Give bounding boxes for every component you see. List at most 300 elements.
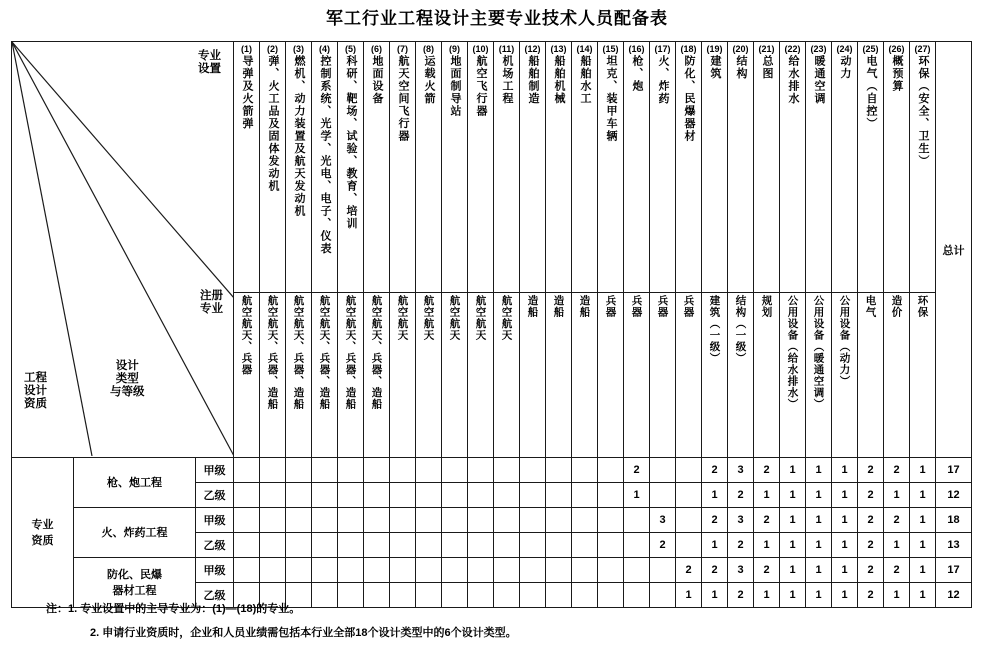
value-cell-g1-r1-c27: 1 bbox=[910, 458, 936, 483]
registered-specialty-col-10 bbox=[468, 293, 494, 458]
spec-header-col-3 bbox=[286, 42, 312, 293]
value-cell-g2-r2-c15 bbox=[598, 533, 624, 558]
value-cell-g3-r1-c2 bbox=[260, 558, 286, 583]
value-cell-g3-r2-c25: 2 bbox=[858, 583, 884, 608]
value-cell-g2-r2-c13 bbox=[546, 533, 572, 558]
spec-header-label-15: 坦克、装甲车辆 bbox=[605, 55, 617, 143]
value-cell-g3-r1-c17 bbox=[650, 558, 676, 583]
spec-header-number-24: (24) bbox=[836, 44, 853, 54]
value-cell-g1-r1-c16: 2 bbox=[624, 458, 650, 483]
registered-specialty-label-6: 航空航天、兵器、造船 bbox=[370, 295, 383, 410]
spec-header-col-6 bbox=[364, 42, 390, 293]
registered-specialty-col-25 bbox=[858, 293, 884, 458]
value-cell-g2-r2-c1 bbox=[234, 533, 260, 558]
spec-header-label-6: 地面设备 bbox=[371, 55, 383, 105]
value-cell-g2-r1-c13 bbox=[546, 508, 572, 533]
value-cell-g1-r2-c10 bbox=[468, 483, 494, 508]
value-cell-g3-r2-c24: 1 bbox=[832, 583, 858, 608]
value-cell-g1-r2-c4 bbox=[312, 483, 338, 508]
row-total-g3-r1: 17 bbox=[936, 558, 972, 583]
value-cell-g1-r1-c2 bbox=[260, 458, 286, 483]
value-cell-g3-r1-c10 bbox=[468, 558, 494, 583]
value-cell-g1-r1-c12 bbox=[520, 458, 546, 483]
value-cell-g2-r1-c3 bbox=[286, 508, 312, 533]
value-cell-g2-r2-c21: 1 bbox=[754, 533, 780, 558]
registered-specialty-label-26: 造价 bbox=[890, 295, 903, 318]
spec-header-col-11 bbox=[494, 42, 520, 293]
value-cell-g2-r2-c5 bbox=[338, 533, 364, 558]
registered-specialty-label-21: 规划 bbox=[760, 295, 773, 318]
value-cell-g3-r2-c26: 1 bbox=[884, 583, 910, 608]
value-cell-g3-r1-c9 bbox=[442, 558, 468, 583]
spec-header-col-4 bbox=[312, 42, 338, 293]
value-cell-g3-r1-c22: 1 bbox=[780, 558, 806, 583]
note-text-2: 2. 申请行业资质时，企业和人员业绩需包括本行业全部18个设计类型中的6个设计类型。 bbox=[90, 627, 517, 639]
registered-specialty-label-12: 造船 bbox=[526, 295, 539, 318]
value-cell-g2-r2-c4 bbox=[312, 533, 338, 558]
value-cell-g1-r1-c17 bbox=[650, 458, 676, 483]
total-column-header-label: 总计 bbox=[942, 244, 965, 257]
registered-specialty-col-7 bbox=[390, 293, 416, 458]
spec-header-col-5 bbox=[338, 42, 364, 293]
value-cell-g3-r1-c8 bbox=[416, 558, 442, 583]
registered-specialty-label-11: 航空航天 bbox=[500, 295, 513, 341]
value-cell-g2-r2-c18 bbox=[676, 533, 702, 558]
spec-header-number-8: (8) bbox=[423, 44, 434, 54]
registered-specialty-label-18: 兵器 bbox=[682, 295, 695, 318]
registered-specialty-col-9 bbox=[442, 293, 468, 458]
table-row bbox=[12, 558, 972, 583]
spec-header-label-4: 控制系统、光学、光电、电子、仪表 bbox=[319, 55, 331, 255]
value-cell-g2-r2-c19: 1 bbox=[702, 533, 728, 558]
value-cell-g2-r1-c26: 2 bbox=[884, 508, 910, 533]
value-cell-g3-r1-c7 bbox=[390, 558, 416, 583]
value-cell-g2-r1-c15 bbox=[598, 508, 624, 533]
value-cell-g2-r2-c23: 1 bbox=[806, 533, 832, 558]
registered-specialty-col-24 bbox=[832, 293, 858, 458]
value-cell-g2-r2-c12 bbox=[520, 533, 546, 558]
value-cell-g1-r1-c24: 1 bbox=[832, 458, 858, 483]
spec-header-label-2: 弹、火工品及固体发动机 bbox=[267, 55, 279, 193]
spec-header-col-13 bbox=[546, 42, 572, 293]
value-cell-g3-r2-c20: 2 bbox=[728, 583, 754, 608]
value-cell-g2-r1-c18 bbox=[676, 508, 702, 533]
value-cell-g2-r2-c8 bbox=[416, 533, 442, 558]
value-cell-g1-r1-c15 bbox=[598, 458, 624, 483]
spec-header-col-7 bbox=[390, 42, 416, 293]
spec-header-label-17: 火、炸药 bbox=[657, 55, 669, 105]
value-cell-g1-r1-c3 bbox=[286, 458, 312, 483]
value-cell-g2-r2-c3 bbox=[286, 533, 312, 558]
registered-specialty-label-16: 兵器 bbox=[630, 295, 643, 318]
registered-specialty-label-23: 公用设备（暖通空调） bbox=[812, 295, 825, 410]
value-cell-g1-r2-c17 bbox=[650, 483, 676, 508]
registered-specialty-col-3 bbox=[286, 293, 312, 458]
value-cell-g1-r1-c21: 2 bbox=[754, 458, 780, 483]
registered-specialty-col-20 bbox=[728, 293, 754, 458]
spec-header-label-8: 运载火箭 bbox=[423, 55, 435, 105]
value-cell-g2-r2-c22: 1 bbox=[780, 533, 806, 558]
value-cell-g3-r1-c24: 1 bbox=[832, 558, 858, 583]
value-cell-g2-r2-c11 bbox=[494, 533, 520, 558]
spec-header-number-11: (11) bbox=[498, 44, 515, 54]
value-cell-g3-r2-c21: 1 bbox=[754, 583, 780, 608]
spec-header-number-7: (7) bbox=[397, 44, 408, 54]
spec-header-number-17: (17) bbox=[654, 44, 671, 54]
grade-cell-1-2: 乙级 bbox=[196, 483, 234, 508]
registered-specialty-col-22 bbox=[780, 293, 806, 458]
spec-header-number-20: (20) bbox=[732, 44, 749, 54]
corner-label-registered-specialty: 注册 专业 bbox=[200, 290, 223, 315]
value-cell-g3-r1-c19: 2 bbox=[702, 558, 728, 583]
value-cell-g2-r1-c17: 3 bbox=[650, 508, 676, 533]
spec-header-label-11: 机场工程 bbox=[501, 55, 513, 105]
value-cell-g1-r2-c7 bbox=[390, 483, 416, 508]
value-cell-g2-r1-c14 bbox=[572, 508, 598, 533]
spec-header-number-22: (22) bbox=[784, 44, 801, 54]
design-type-name-1: 枪、炮工程 bbox=[74, 458, 196, 508]
spec-header-label-10: 航空飞行器 bbox=[475, 55, 487, 118]
row-total-g1-r2: 12 bbox=[936, 483, 972, 508]
value-cell-g2-r1-c12 bbox=[520, 508, 546, 533]
registered-specialty-label-22: 公用设备（给水排水） bbox=[786, 295, 799, 410]
spec-header-number-27: (27) bbox=[914, 44, 931, 54]
spec-header-number-25: (25) bbox=[862, 44, 879, 54]
value-cell-g1-r1-c22: 1 bbox=[780, 458, 806, 483]
spec-header-label-3: 燃机、动力装置及航天发动机 bbox=[293, 55, 305, 218]
registered-specialty-col-12 bbox=[520, 293, 546, 458]
value-cell-g3-r1-c26: 2 bbox=[884, 558, 910, 583]
registered-specialty-col-1 bbox=[234, 293, 260, 458]
value-cell-g1-r2-c14 bbox=[572, 483, 598, 508]
spec-header-label-13: 船舶机械 bbox=[553, 55, 565, 105]
registered-specialty-col-6 bbox=[364, 293, 390, 458]
value-cell-g3-r1-c16 bbox=[624, 558, 650, 583]
value-cell-g2-r1-c6 bbox=[364, 508, 390, 533]
spec-header-col-14 bbox=[572, 42, 598, 293]
registered-specialty-col-15 bbox=[598, 293, 624, 458]
spec-header-label-18: 防化、民爆器材 bbox=[683, 55, 695, 143]
value-cell-g1-r1-c9 bbox=[442, 458, 468, 483]
spec-header-label-9: 地面制导站 bbox=[449, 55, 461, 118]
value-cell-g2-r1-c7 bbox=[390, 508, 416, 533]
spec-header-number-23: (23) bbox=[810, 44, 827, 54]
spec-header-col-19 bbox=[702, 42, 728, 293]
registered-specialty-label-15: 兵器 bbox=[604, 295, 617, 318]
spec-header-col-10 bbox=[468, 42, 494, 293]
value-cell-g1-r1-c11 bbox=[494, 458, 520, 483]
spec-header-col-8 bbox=[416, 42, 442, 293]
registered-specialty-label-8: 航空航天 bbox=[422, 295, 435, 341]
registered-specialty-label-27: 环保 bbox=[916, 295, 929, 318]
corner-label-engineering-qualification: 工程 设计 资质 bbox=[24, 372, 47, 410]
notes-block bbox=[0, 600, 994, 648]
value-cell-g1-r2-c16: 1 bbox=[624, 483, 650, 508]
registered-specialty-label-17: 兵器 bbox=[656, 295, 669, 318]
value-cell-g1-r2-c18 bbox=[676, 483, 702, 508]
value-cell-g2-r2-c9 bbox=[442, 533, 468, 558]
value-cell-g1-r2-c21: 1 bbox=[754, 483, 780, 508]
value-cell-g2-r1-c27: 1 bbox=[910, 508, 936, 533]
value-cell-g1-r1-c13 bbox=[546, 458, 572, 483]
value-cell-g2-r1-c2 bbox=[260, 508, 286, 533]
registered-specialty-label-3: 航空航天、兵器、造船 bbox=[292, 295, 305, 410]
value-cell-g3-r1-c18: 2 bbox=[676, 558, 702, 583]
row-total-g1-r1: 17 bbox=[936, 458, 972, 483]
value-cell-g1-r2-c8 bbox=[416, 483, 442, 508]
spec-header-col-20 bbox=[728, 42, 754, 293]
spec-header-number-3: (3) bbox=[293, 44, 304, 54]
spec-header-number-2: (2) bbox=[267, 44, 278, 54]
value-cell-g3-r1-c1 bbox=[234, 558, 260, 583]
spec-header-label-26: 概预算 bbox=[891, 55, 903, 93]
registered-specialty-label-4: 航空航天、兵器、造船 bbox=[318, 295, 331, 410]
spec-header-label-5: 科研、靶场、试验、教育、培训 bbox=[345, 55, 357, 230]
spec-header-label-23: 暖通空调 bbox=[813, 55, 825, 105]
spec-header-label-20: 结构 bbox=[735, 55, 747, 80]
spec-header-label-25: 电气（自控） bbox=[865, 55, 877, 130]
value-cell-g2-r2-c10 bbox=[468, 533, 494, 558]
value-cell-g1-r2-c15 bbox=[598, 483, 624, 508]
registered-specialty-label-5: 航空航天、兵器、造船 bbox=[344, 295, 357, 410]
value-cell-g2-r2-c26: 1 bbox=[884, 533, 910, 558]
value-cell-g1-r2-c5 bbox=[338, 483, 364, 508]
registered-specialty-col-16 bbox=[624, 293, 650, 458]
value-cell-g1-r2-c9 bbox=[442, 483, 468, 508]
value-cell-g2-r1-c4 bbox=[312, 508, 338, 533]
spec-header-number-12: (12) bbox=[524, 44, 541, 54]
value-cell-g3-r1-c11 bbox=[494, 558, 520, 583]
spec-header-label-14: 船舶水工 bbox=[579, 55, 591, 105]
value-cell-g2-r1-c19: 2 bbox=[702, 508, 728, 533]
table-corner-header bbox=[12, 42, 234, 458]
value-cell-g2-r2-c14 bbox=[572, 533, 598, 558]
page-title: 军工行业工程设计主要专业技术人员配备表 bbox=[326, 9, 668, 28]
personnel-allocation-table bbox=[11, 41, 972, 608]
spec-header-col-16 bbox=[624, 42, 650, 293]
value-cell-g3-r1-c6 bbox=[364, 558, 390, 583]
spec-header-number-14: (14) bbox=[576, 44, 593, 54]
spec-header-col-27 bbox=[910, 42, 936, 293]
value-cell-g1-r1-c8 bbox=[416, 458, 442, 483]
value-cell-g3-r1-c13 bbox=[546, 558, 572, 583]
spec-header-col-25 bbox=[858, 42, 884, 293]
value-cell-g3-r1-c25: 2 bbox=[858, 558, 884, 583]
value-cell-g1-r2-c2 bbox=[260, 483, 286, 508]
registered-specialty-col-13 bbox=[546, 293, 572, 458]
value-cell-g1-r1-c23: 1 bbox=[806, 458, 832, 483]
value-cell-g1-r2-c12 bbox=[520, 483, 546, 508]
grade-cell-2-1: 甲级 bbox=[196, 508, 234, 533]
value-cell-g2-r2-c27: 1 bbox=[910, 533, 936, 558]
value-cell-g3-r2-c18: 1 bbox=[676, 583, 702, 608]
value-cell-g1-r2-c23: 1 bbox=[806, 483, 832, 508]
value-cell-g1-r1-c25: 2 bbox=[858, 458, 884, 483]
value-cell-g1-r1-c20: 3 bbox=[728, 458, 754, 483]
value-cell-g3-r2-c23: 1 bbox=[806, 583, 832, 608]
value-cell-g3-r1-c15 bbox=[598, 558, 624, 583]
table-row bbox=[12, 508, 972, 533]
registered-specialty-label-1: 航空航天、兵器 bbox=[240, 295, 253, 376]
spec-header-number-15: (15) bbox=[602, 44, 619, 54]
spec-header-col-17 bbox=[650, 42, 676, 293]
value-cell-g1-r1-c5 bbox=[338, 458, 364, 483]
value-cell-g3-r2-c27: 1 bbox=[910, 583, 936, 608]
value-cell-g2-r1-c1 bbox=[234, 508, 260, 533]
row-total-g2-r1: 18 bbox=[936, 508, 972, 533]
value-cell-g2-r1-c23: 1 bbox=[806, 508, 832, 533]
registered-specialty-col-21 bbox=[754, 293, 780, 458]
spec-header-number-19: (19) bbox=[706, 44, 723, 54]
value-cell-g2-r2-c7 bbox=[390, 533, 416, 558]
registered-specialty-label-24: 公用设备（动力） bbox=[838, 295, 851, 387]
value-cell-g3-r1-c23: 1 bbox=[806, 558, 832, 583]
value-cell-g2-r2-c2 bbox=[260, 533, 286, 558]
spec-header-number-6: (6) bbox=[371, 44, 382, 54]
design-type-name-3: 防化、民爆 器材工程 bbox=[74, 558, 196, 608]
registered-specialty-label-25: 电气 bbox=[864, 295, 877, 318]
registered-specialty-col-26 bbox=[884, 293, 910, 458]
value-cell-g1-r2-c20: 2 bbox=[728, 483, 754, 508]
note-item-2 bbox=[0, 624, 994, 640]
grade-cell-3-2: 乙级 bbox=[196, 583, 234, 608]
spec-header-number-1: (1) bbox=[241, 44, 252, 54]
value-cell-g1-r2-c26: 1 bbox=[884, 483, 910, 508]
spec-header-label-1: 导弹及火箭弹 bbox=[241, 55, 253, 130]
value-cell-g2-r2-c17: 2 bbox=[650, 533, 676, 558]
registered-specialty-label-7: 航空航天 bbox=[396, 295, 409, 341]
value-cell-g3-r1-c3 bbox=[286, 558, 312, 583]
spec-header-number-10: (10) bbox=[472, 44, 489, 54]
value-cell-g2-r1-c9 bbox=[442, 508, 468, 533]
spec-header-label-12: 船舶制造 bbox=[527, 55, 539, 105]
value-cell-g2-r2-c25: 2 bbox=[858, 533, 884, 558]
spec-header-label-27: 环保（安全、卫生） bbox=[917, 55, 929, 168]
value-cell-g1-r1-c14 bbox=[572, 458, 598, 483]
value-cell-g1-r1-c26: 2 bbox=[884, 458, 910, 483]
value-cell-g1-r1-c7 bbox=[390, 458, 416, 483]
value-cell-g1-r2-c22: 1 bbox=[780, 483, 806, 508]
value-cell-g1-r1-c10 bbox=[468, 458, 494, 483]
spec-header-label-22: 给水排水 bbox=[787, 55, 799, 105]
value-cell-g3-r1-c14 bbox=[572, 558, 598, 583]
value-cell-g1-r1-c4 bbox=[312, 458, 338, 483]
registered-specialty-label-20: 结构（一级） bbox=[734, 295, 747, 364]
spec-header-col-1 bbox=[234, 42, 260, 293]
value-cell-g1-r1-c19: 2 bbox=[702, 458, 728, 483]
value-cell-g3-r2-c19: 1 bbox=[702, 583, 728, 608]
value-cell-g2-r1-c24: 1 bbox=[832, 508, 858, 533]
value-cell-g2-r2-c16 bbox=[624, 533, 650, 558]
registered-specialty-col-19 bbox=[702, 293, 728, 458]
value-cell-g1-r2-c3 bbox=[286, 483, 312, 508]
value-cell-g2-r1-c11 bbox=[494, 508, 520, 533]
registered-specialty-col-18 bbox=[676, 293, 702, 458]
notes-label: 注： bbox=[46, 603, 68, 615]
grade-cell-3-1: 甲级 bbox=[196, 558, 234, 583]
registered-specialty-label-2: 航空航天、兵器、造船 bbox=[266, 295, 279, 410]
registered-specialty-col-4 bbox=[312, 293, 338, 458]
registered-specialty-label-9: 航空航天 bbox=[448, 295, 461, 341]
spec-header-number-13: (13) bbox=[550, 44, 567, 54]
spec-header-label-16: 枪、炮 bbox=[631, 55, 643, 93]
corner-label-design-type-grade: 设计 类型 与等级 bbox=[110, 360, 145, 398]
spec-header-col-2 bbox=[260, 42, 286, 293]
spec-header-col-9 bbox=[442, 42, 468, 293]
grade-cell-2-2: 乙级 bbox=[196, 533, 234, 558]
registered-specialty-col-23 bbox=[806, 293, 832, 458]
value-cell-g2-r1-c22: 1 bbox=[780, 508, 806, 533]
value-cell-g1-r2-c27: 1 bbox=[910, 483, 936, 508]
spec-header-col-18 bbox=[676, 42, 702, 293]
registered-specialty-col-8 bbox=[416, 293, 442, 458]
spec-header-col-12 bbox=[520, 42, 546, 293]
value-cell-g1-r2-c19: 1 bbox=[702, 483, 728, 508]
spec-header-number-16: (16) bbox=[628, 44, 645, 54]
value-cell-g1-r2-c11 bbox=[494, 483, 520, 508]
value-cell-g2-r1-c8 bbox=[416, 508, 442, 533]
total-column-header bbox=[936, 42, 972, 458]
table-row bbox=[12, 458, 972, 483]
spec-header-col-15 bbox=[598, 42, 624, 293]
qualification-group-label: 专业 资质 bbox=[12, 458, 74, 608]
value-cell-g1-r2-c25: 2 bbox=[858, 483, 884, 508]
registered-specialty-label-13: 造船 bbox=[552, 295, 565, 318]
spec-header-number-18: (18) bbox=[680, 44, 697, 54]
registered-specialty-col-17 bbox=[650, 293, 676, 458]
value-cell-g2-r1-c21: 2 bbox=[754, 508, 780, 533]
value-cell-g1-r2-c6 bbox=[364, 483, 390, 508]
spec-header-number-21: (21) bbox=[758, 44, 775, 54]
design-type-name-2: 火、炸药工程 bbox=[74, 508, 196, 558]
registered-specialty-label-14: 造船 bbox=[578, 295, 591, 318]
value-cell-g3-r1-c20: 3 bbox=[728, 558, 754, 583]
registered-specialty-col-5 bbox=[338, 293, 364, 458]
spec-header-col-21 bbox=[754, 42, 780, 293]
spec-header-col-26 bbox=[884, 42, 910, 293]
note-text-1: 1. 专业设置中的主导专业为：(1)—(18)的专业。 bbox=[68, 603, 301, 615]
spec-header-number-26: (26) bbox=[888, 44, 905, 54]
spec-header-col-22 bbox=[780, 42, 806, 293]
value-cell-g2-r2-c6 bbox=[364, 533, 390, 558]
registered-specialty-col-11 bbox=[494, 293, 520, 458]
row-total-g2-r2: 13 bbox=[936, 533, 972, 558]
spec-header-label-21: 总图 bbox=[761, 55, 773, 80]
value-cell-g2-r2-c20: 2 bbox=[728, 533, 754, 558]
value-cell-g3-r1-c4 bbox=[312, 558, 338, 583]
value-cell-g2-r1-c25: 2 bbox=[858, 508, 884, 533]
value-cell-g3-r2-c22: 1 bbox=[780, 583, 806, 608]
value-cell-g3-r1-c5 bbox=[338, 558, 364, 583]
spec-header-col-24 bbox=[832, 42, 858, 293]
spec-header-label-19: 建筑 bbox=[709, 55, 721, 80]
value-cell-g1-r2-c24: 1 bbox=[832, 483, 858, 508]
value-cell-g1-r2-c1 bbox=[234, 483, 260, 508]
row-total-g3-r2: 12 bbox=[936, 583, 972, 608]
value-cell-g2-r1-c16 bbox=[624, 508, 650, 533]
value-cell-g1-r2-c13 bbox=[546, 483, 572, 508]
value-cell-g3-r1-c21: 2 bbox=[754, 558, 780, 583]
value-cell-g3-r1-c27: 1 bbox=[910, 558, 936, 583]
registered-specialty-label-19: 建筑（一级） bbox=[708, 295, 721, 364]
registered-specialty-col-27 bbox=[910, 293, 936, 458]
spec-header-label-24: 动力 bbox=[839, 55, 851, 80]
value-cell-g1-r1-c18 bbox=[676, 458, 702, 483]
registered-specialty-col-2 bbox=[260, 293, 286, 458]
value-cell-g2-r2-c24: 1 bbox=[832, 533, 858, 558]
grade-cell-1-1: 甲级 bbox=[196, 458, 234, 483]
spec-header-label-7: 航天空间飞行器 bbox=[397, 55, 409, 143]
